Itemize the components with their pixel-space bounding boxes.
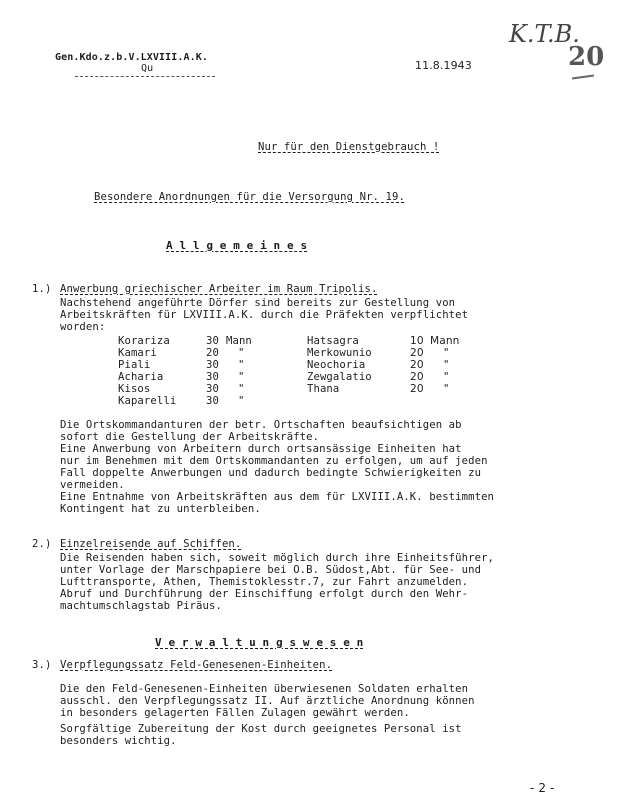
body-line: vermeiden. — [60, 479, 125, 491]
village-count: 30 — [206, 371, 219, 383]
village-unit: Mann — [226, 335, 252, 347]
body-line: Nachstehend angeführte Dörfer sind bereits zur Gestellung von — [60, 297, 456, 309]
village-unit: " — [238, 359, 245, 371]
body-line: in besonders gelagerten Fällen Zulagen gewährt werden. — [60, 707, 410, 719]
village-name: Piali — [118, 359, 151, 371]
item-number: 3.) — [32, 659, 52, 671]
village-name: Kisos — [118, 383, 151, 395]
section-heading-verwaltungswesen: V e r w a l t u n g s w e s e n — [155, 636, 364, 649]
village-count: 20 — [410, 371, 424, 383]
body-line: worden: — [60, 321, 106, 333]
body-line: Lufttransporte, Athen, Themistoklesstr.7, zur Fahrt anzumelden. — [60, 576, 469, 588]
body-line: sofort die Gestellung der Arbeitskräfte. — [60, 431, 320, 443]
village-count: 20 — [410, 359, 424, 371]
village-count: 20 — [410, 347, 424, 359]
body-line: nur im Benehmen mit dem Ortskommandanten zu erfolgen, um auf jeden — [60, 455, 488, 467]
village-name: Thana — [307, 383, 340, 395]
item-heading: Anwerbung griechischer Arbeiter im Raum Tripolis. — [60, 283, 378, 295]
sender-unit: Gen.Kdo.z.b.V.LXVIII.A.K. — [55, 52, 209, 63]
village-unit: " — [443, 359, 450, 371]
village-unit: Mann — [430, 335, 460, 347]
village-unit: " — [238, 395, 245, 407]
handwritten-underline — [572, 74, 594, 79]
item-heading: Einzelreisende auf Schiffen. — [60, 538, 242, 550]
body-line: Abruf und Durchführung der Einschiffung erfolgt durch den Wehr- — [60, 588, 469, 600]
village-name: Acharia — [118, 371, 164, 383]
body-line: Fall doppelte Anwerbungen und dadurch bedingte Schwierigkeiten zu — [60, 467, 482, 479]
village-count: 30 — [206, 395, 219, 407]
village-name: Neochoria — [307, 359, 366, 371]
village-unit: " — [238, 383, 245, 395]
village-name: Merkowunio — [307, 347, 372, 359]
handwritten-number: 20 — [568, 42, 605, 72]
village-unit: " — [238, 371, 245, 383]
item-heading: Verpflegungssatz Feld-Genesenen-Einheiten. — [60, 659, 333, 671]
sender-department: Qu — [141, 63, 154, 74]
village-count: 30 — [206, 335, 219, 347]
village-name: Korariza — [118, 335, 170, 347]
body-line: Eine Entnahme von Arbeitskräften aus dem für LXVIII.A.K. bestimmten — [60, 491, 495, 503]
document-date: 11.8.1943 — [415, 59, 472, 72]
body-line: Kontingent hat zu unterbleiben. — [60, 503, 261, 515]
village-unit: " — [443, 383, 450, 395]
village-name: Kamari — [118, 347, 157, 359]
body-line: Die den Feld-Genesenen-Einheiten überwiesenen Soldaten erhalten — [60, 683, 469, 695]
header-divider — [75, 76, 215, 77]
section-heading-allgemeines: A l l g e m e i n e s — [166, 239, 308, 252]
body-line: Die Ortskommandanturen der betr. Ortschaften beaufsichtigen ab — [60, 419, 462, 431]
body-line: besonders wichtig. — [60, 735, 177, 747]
item-number: 2.) — [32, 538, 52, 550]
item-number: 1.) — [32, 283, 52, 295]
handwritten-ktb-note: K.T.B. — [509, 20, 580, 48]
body-line: unter Vorlage der Marschpapiere bei O.B. Südost,Abt. für See- und — [60, 564, 482, 576]
body-line: Die Reisenden haben sich, soweit möglich durch ihre Einheitsführer, — [60, 552, 495, 564]
village-count: 20 — [410, 383, 424, 395]
village-count: 20 — [206, 347, 219, 359]
village-count: 10 — [410, 335, 424, 347]
body-line: ausschl. den Verpflegungssatz II. Auf ärztliche Anordnung können — [60, 695, 475, 707]
village-count: 30 — [206, 359, 219, 371]
classification-notice: Nur für den Dienstgebrauch ! — [258, 141, 440, 153]
village-name: Kaparelli — [118, 395, 177, 407]
village-name: Hatsagra — [307, 335, 359, 347]
village-unit: " — [238, 347, 245, 359]
village-unit: " — [443, 347, 450, 359]
document-title: Besondere Anordnungen für die Versorgung Nr. 19. — [94, 191, 405, 203]
village-count: 30 — [206, 383, 219, 395]
body-line: Eine Anwerbung von Arbeitern durch ortsansässige Einheiten hat — [60, 443, 462, 455]
body-line: Arbeitskräften für LXVIII.A.K. durch die Präfekten verpflichtet — [60, 309, 469, 321]
body-line: machtumschlagstab Piräus. — [60, 600, 222, 612]
village-unit: " — [443, 371, 450, 383]
village-name: Zewgalatio — [307, 371, 372, 383]
page-number: - 2 - — [530, 781, 555, 795]
body-line: Sorgfältige Zubereitung der Kost durch geeignetes Personal ist — [60, 723, 462, 735]
